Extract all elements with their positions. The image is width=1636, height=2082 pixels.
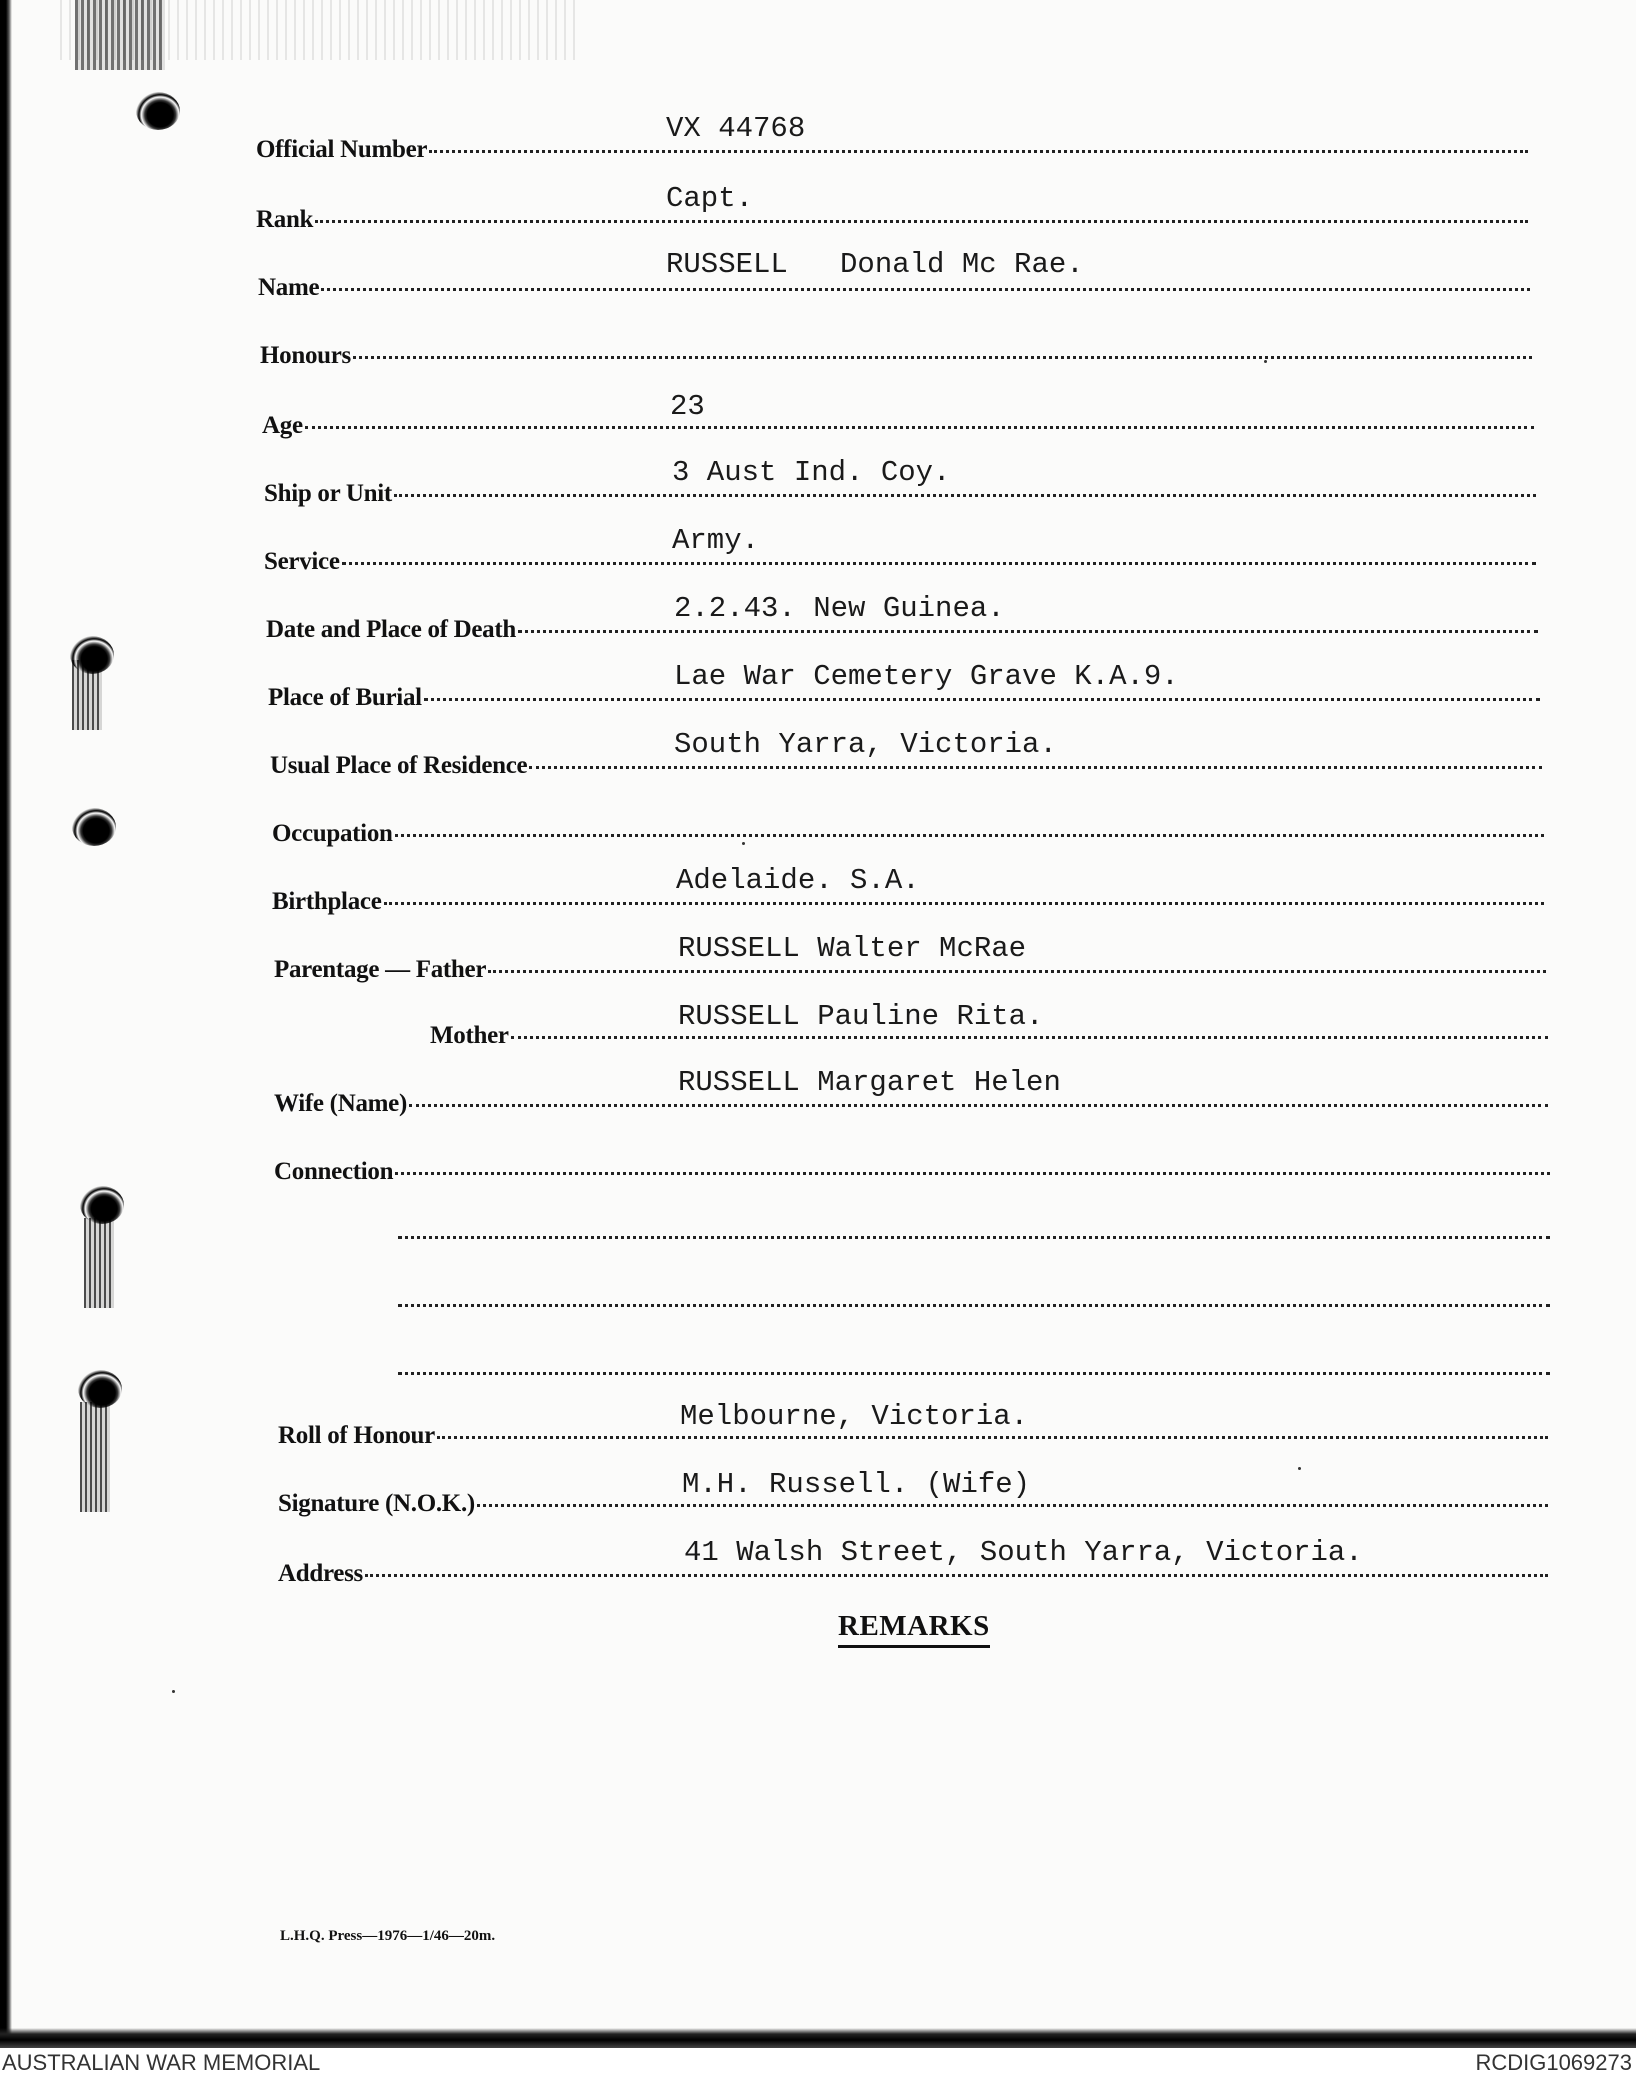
name-label: Name [258,274,320,301]
honours-row [260,342,1532,370]
dotted-line [384,902,1545,905]
dotted-line [511,1036,1548,1039]
date-place-death-value: 2.2.43. New Guinea. [674,592,1005,625]
signature-value: M.H. Russell. (Wife) [682,1468,1031,1501]
birthplace-value: Adelaide. S.A. [676,864,920,897]
scan-smear [84,1218,114,1308]
rank-label: Rank [256,206,314,233]
father-value: RUSSELL Walter McRae [678,932,1027,965]
connection-continuation-line [398,1236,1550,1239]
name-value: RUSSELL Donald Mc Rae. [666,248,1084,281]
dotted-line [518,630,1538,633]
wife-label: Wife (Name) [274,1090,407,1117]
dotted-line [437,1436,1548,1439]
usual-residence-value: South Yarra, Victoria. [674,728,1057,761]
occupation-row [272,820,1544,848]
connection-continuation-line [398,1304,1550,1307]
footer-archive-name: AUSTRALIAN WAR MEMORIAL [2,2050,321,2075]
dotted-line [342,562,1536,565]
roll-of-honour-label: Roll of Honour [278,1422,435,1449]
roll-of-honour-value: Melbourne, Victoria. [680,1400,1029,1433]
connection-continuation-line [398,1372,1550,1375]
scan-speck [172,1690,175,1693]
dotted-line [424,698,1540,701]
scan-smear [80,1402,110,1512]
scan-left-edge [0,0,12,2048]
service-row [264,548,1536,576]
place-of-burial-label: Place of Burial [268,684,422,711]
ship-or-unit-value: 3 Aust Ind. Coy. [672,456,951,489]
dotted-line [477,1504,1548,1507]
dotted-line [529,766,1542,769]
address-label: Address [278,1560,363,1587]
connection-label: Connection [274,1158,394,1185]
dotted-line [353,356,1532,359]
scan-noise-top-dark [75,0,165,70]
age-row [262,412,1534,440]
dotted-line [395,1172,1550,1175]
age-label: Age [262,412,303,439]
service-label: Service [264,548,340,575]
dotted-line [365,1574,1548,1577]
honours-label: Honours [260,342,351,369]
punch-hole [72,808,116,846]
dotted-line [488,970,1546,973]
punch-hole [136,92,180,130]
press-note: L.H.Q. Press—1976—1/46—20m. [280,1928,496,1944]
occupation-label: Occupation [272,820,393,847]
dotted-line [429,150,1528,153]
official-number-row [256,136,1528,164]
remarks-heading: REMARKS [838,1610,990,1648]
mother-label: Mother [430,1022,509,1049]
dotted-line [305,426,1534,429]
rank-row [256,206,1528,234]
dotted-line [394,494,1536,497]
dotted-line [315,220,1528,223]
dotted-line [409,1104,1548,1107]
usual-residence-label: Usual Place of Residence [270,752,528,779]
birthplace-label: Birthplace [272,888,382,915]
footer-record-id: RCDIG1069273 [1475,2050,1632,2075]
address-value: 41 Walsh Street, South Yarra, Victoria. [684,1536,1363,1569]
official-number-value: VX 44768 [666,112,806,145]
dotted-line [321,288,1530,291]
scan-speck [1298,1467,1301,1470]
father-label: Parentage — Father [274,956,487,983]
scan-smear [72,660,102,730]
service-value: Army. [672,524,760,557]
connection-row [274,1158,1550,1186]
rank-value: Capt. [666,182,754,215]
mother-value: RUSSELL Pauline Rita. [678,1000,1044,1033]
place-of-burial-value: Lae War Cemetery Grave K.A.9. [674,660,1179,693]
signature-label: Signature (N.O.K.) [278,1490,475,1517]
wife-value: RUSSELL Margaret Helen [678,1066,1061,1099]
date-place-death-label: Date and Place of Death [266,616,516,643]
official-number-label: Official Number [256,136,428,163]
dotted-line [395,834,1544,837]
ship-or-unit-label: Ship or Unit [264,480,392,507]
age-value: 23 [670,390,705,423]
scan-bottom-edge [0,2028,1636,2048]
